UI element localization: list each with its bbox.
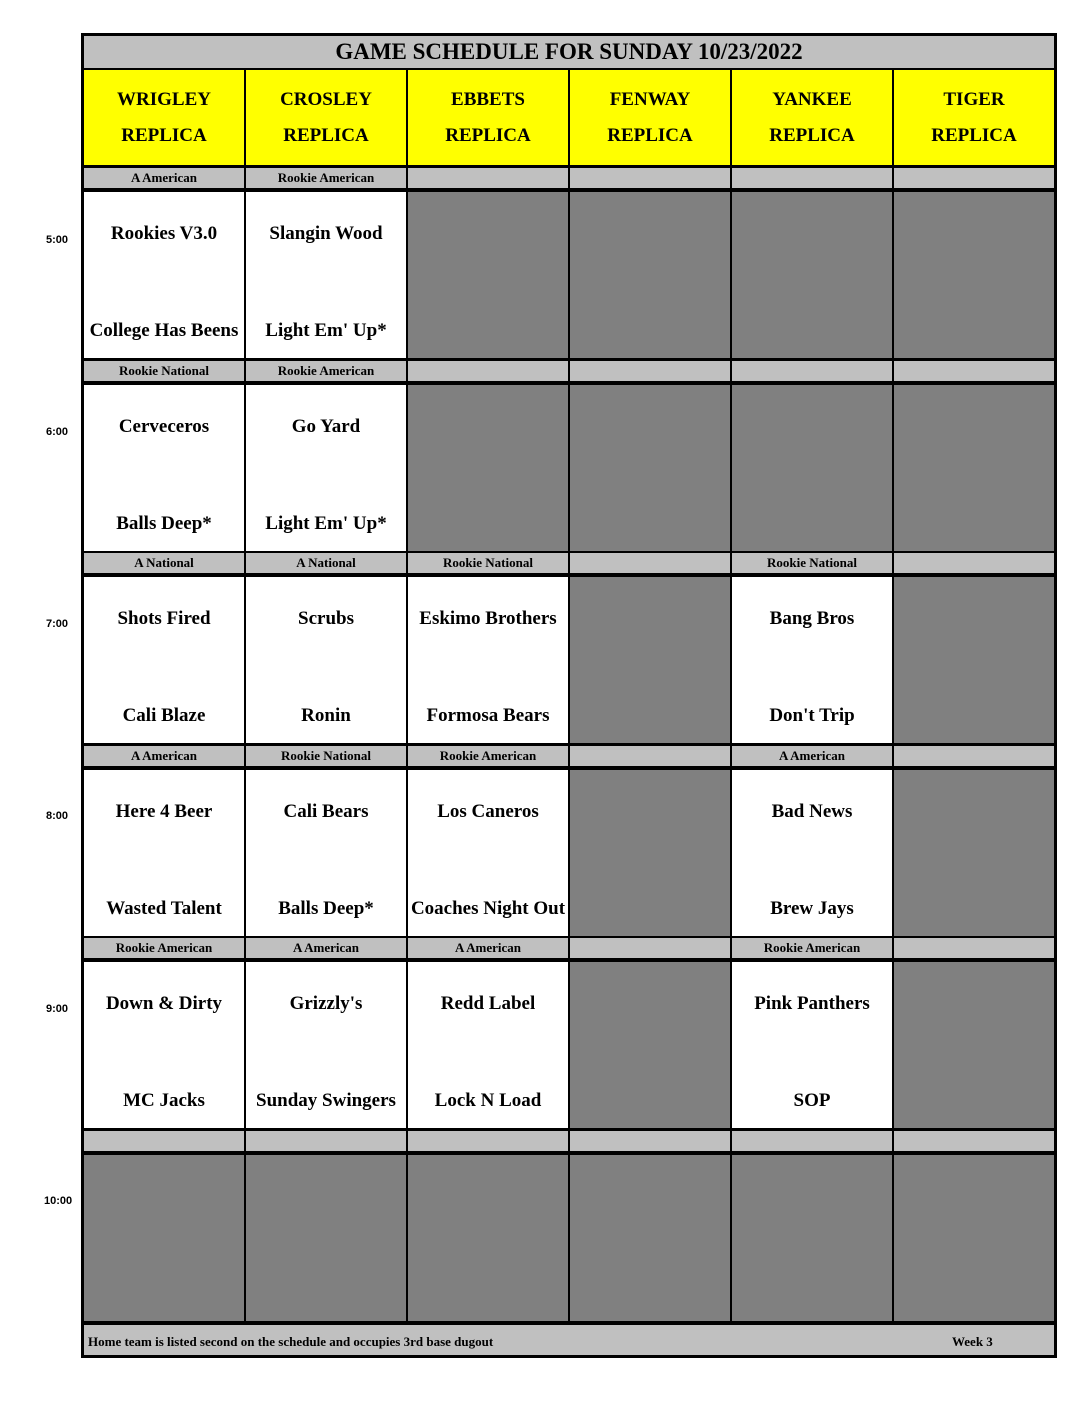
away-team: Grizzly's bbox=[289, 993, 363, 1014]
empty-slot bbox=[732, 385, 892, 551]
division-label bbox=[732, 168, 892, 190]
home-team: Don't Trip bbox=[769, 705, 855, 726]
home-team: Sunday Swingers bbox=[256, 1090, 396, 1111]
away-team: Bad News bbox=[771, 801, 853, 822]
away-team: Down & Dirty bbox=[105, 993, 223, 1014]
division-label: Rookie National bbox=[408, 553, 568, 575]
home-team: College Has Beens bbox=[89, 320, 239, 341]
home-team: Light Em' Up* bbox=[265, 513, 387, 534]
division-label: A American bbox=[246, 938, 406, 960]
home-team: Formosa Bears bbox=[426, 705, 550, 726]
empty-slot bbox=[408, 385, 568, 551]
game-cell bbox=[84, 192, 244, 358]
field-header-ebbets bbox=[408, 70, 568, 168]
division-label bbox=[894, 746, 1054, 768]
home-team-note: Home team is listed second on the schedule and occupies 3rd base dugout bbox=[88, 1334, 494, 1349]
empty-slot bbox=[894, 1155, 1054, 1321]
game-cell bbox=[732, 577, 892, 743]
time-label: 5:00 bbox=[46, 234, 69, 246]
game-cell bbox=[732, 770, 892, 936]
field-name: WRIGLEY bbox=[117, 88, 211, 110]
game-cell bbox=[246, 192, 406, 358]
division-label: Rookie American bbox=[246, 361, 406, 383]
home-team: Light Em' Up* bbox=[265, 320, 387, 341]
empty-slot bbox=[570, 1155, 730, 1321]
game-cell bbox=[732, 962, 892, 1128]
division-label: A American bbox=[84, 746, 244, 768]
away-team: Eskimo Brothers bbox=[419, 608, 557, 629]
away-team: Here 4 Beer bbox=[115, 801, 213, 822]
away-team: Scrubs bbox=[298, 608, 354, 629]
division-label: A National bbox=[84, 553, 244, 575]
division-label bbox=[894, 553, 1054, 575]
division-label bbox=[408, 168, 568, 190]
division-label bbox=[894, 168, 1054, 190]
division-label: A American bbox=[408, 938, 568, 960]
game-cell bbox=[84, 577, 244, 743]
field-header-tiger bbox=[894, 70, 1054, 168]
empty-slot bbox=[408, 1155, 568, 1321]
division-label bbox=[570, 553, 730, 575]
time-label: 6:00 bbox=[46, 426, 69, 438]
division-label bbox=[732, 361, 892, 383]
empty-slot bbox=[570, 770, 730, 936]
game-cell bbox=[408, 770, 568, 936]
field-name: YANKEE bbox=[772, 88, 852, 110]
division-label: Rookie National bbox=[84, 361, 244, 383]
division-label bbox=[570, 746, 730, 768]
division-label: Rookie American bbox=[246, 168, 406, 190]
empty-slot bbox=[570, 192, 730, 358]
home-team: Balls Deep* bbox=[116, 513, 212, 534]
field-header-wrigley bbox=[84, 70, 244, 168]
home-team: Balls Deep* bbox=[278, 898, 374, 919]
division-label: Rookie American bbox=[732, 938, 892, 960]
home-team: Lock N Load bbox=[434, 1090, 542, 1111]
division-label: Rookie American bbox=[84, 938, 244, 960]
empty-slot bbox=[894, 962, 1054, 1128]
time-label: 7:00 bbox=[46, 618, 69, 630]
division-label bbox=[894, 1131, 1054, 1153]
division-label: Rookie American bbox=[408, 746, 568, 768]
away-team: Slangin Wood bbox=[269, 223, 383, 244]
field-header-crosley bbox=[246, 70, 406, 168]
division-label bbox=[894, 938, 1054, 960]
game-cell bbox=[246, 770, 406, 936]
empty-slot bbox=[570, 962, 730, 1128]
division-label: Rookie National bbox=[246, 746, 406, 768]
empty-slot bbox=[894, 577, 1054, 743]
division-label: A American bbox=[732, 746, 892, 768]
game-cell bbox=[84, 962, 244, 1128]
empty-slot bbox=[408, 192, 568, 358]
away-team: Bang Bros bbox=[769, 608, 855, 629]
field-name: FENWAY bbox=[609, 88, 691, 110]
week-label: Week 3 bbox=[952, 1334, 993, 1349]
division-label: A National bbox=[246, 553, 406, 575]
division-label bbox=[84, 1131, 244, 1153]
game-cell bbox=[246, 577, 406, 743]
empty-slot bbox=[84, 1155, 244, 1321]
field-subtitle: REPLICA bbox=[445, 124, 531, 146]
field-subtitle: REPLICA bbox=[283, 124, 369, 146]
away-team: Redd Label bbox=[440, 993, 536, 1014]
game-cell bbox=[246, 385, 406, 551]
time-label: 8:00 bbox=[46, 810, 69, 822]
time-label: 9:00 bbox=[46, 1003, 69, 1015]
home-team: MC Jacks bbox=[123, 1090, 205, 1111]
empty-slot bbox=[570, 385, 730, 551]
field-header-fenway bbox=[570, 70, 730, 168]
empty-slot bbox=[894, 192, 1054, 358]
home-team: SOP bbox=[793, 1090, 831, 1111]
empty-slot bbox=[246, 1155, 406, 1321]
field-subtitle: REPLICA bbox=[769, 124, 855, 146]
home-team: Cali Blaze bbox=[122, 705, 206, 726]
field-name: TIGER bbox=[943, 88, 1005, 110]
footer bbox=[84, 1323, 1054, 1355]
division-label bbox=[732, 1131, 892, 1153]
empty-slot bbox=[732, 192, 892, 358]
home-team: Ronin bbox=[301, 705, 351, 726]
game-cell bbox=[84, 770, 244, 936]
schedule-title: GAME SCHEDULE FOR SUNDAY 10/23/2022 bbox=[84, 36, 1054, 70]
field-subtitle: REPLICA bbox=[121, 124, 207, 146]
division-label bbox=[570, 168, 730, 190]
game-cell bbox=[408, 962, 568, 1128]
away-team: Go Yard bbox=[291, 416, 361, 437]
home-team: Coaches Night Out bbox=[410, 898, 566, 919]
division-label: Rookie National bbox=[732, 553, 892, 575]
division-label bbox=[570, 1131, 730, 1153]
schedule-grid bbox=[81, 33, 1057, 1358]
division-label bbox=[408, 1131, 568, 1153]
game-cell bbox=[84, 385, 244, 551]
home-team: Wasted Talent bbox=[106, 898, 222, 919]
time-label: 10:00 bbox=[44, 1195, 73, 1207]
field-name: CROSLEY bbox=[280, 88, 372, 110]
away-team: Rookies V3.0 bbox=[110, 223, 218, 244]
division-label bbox=[570, 938, 730, 960]
division-label: A American bbox=[84, 168, 244, 190]
home-team: Brew Jays bbox=[770, 898, 854, 919]
game-cell bbox=[246, 962, 406, 1128]
field-subtitle: REPLICA bbox=[607, 124, 693, 146]
away-team: Cerveceros bbox=[118, 416, 210, 437]
division-label bbox=[408, 361, 568, 383]
field-name: EBBETS bbox=[451, 88, 525, 110]
empty-slot bbox=[570, 577, 730, 743]
away-team: Los Caneros bbox=[437, 801, 539, 822]
division-label bbox=[894, 361, 1054, 383]
empty-slot bbox=[894, 770, 1054, 936]
empty-slot bbox=[894, 385, 1054, 551]
division-label bbox=[246, 1131, 406, 1153]
game-cell bbox=[408, 577, 568, 743]
field-subtitle: REPLICA bbox=[931, 124, 1017, 146]
away-team: Pink Panthers bbox=[754, 993, 870, 1014]
division-label bbox=[570, 361, 730, 383]
empty-slot bbox=[732, 1155, 892, 1321]
away-team: Cali Bears bbox=[283, 801, 369, 822]
field-header-yankee bbox=[732, 70, 892, 168]
away-team: Shots Fired bbox=[117, 608, 211, 629]
